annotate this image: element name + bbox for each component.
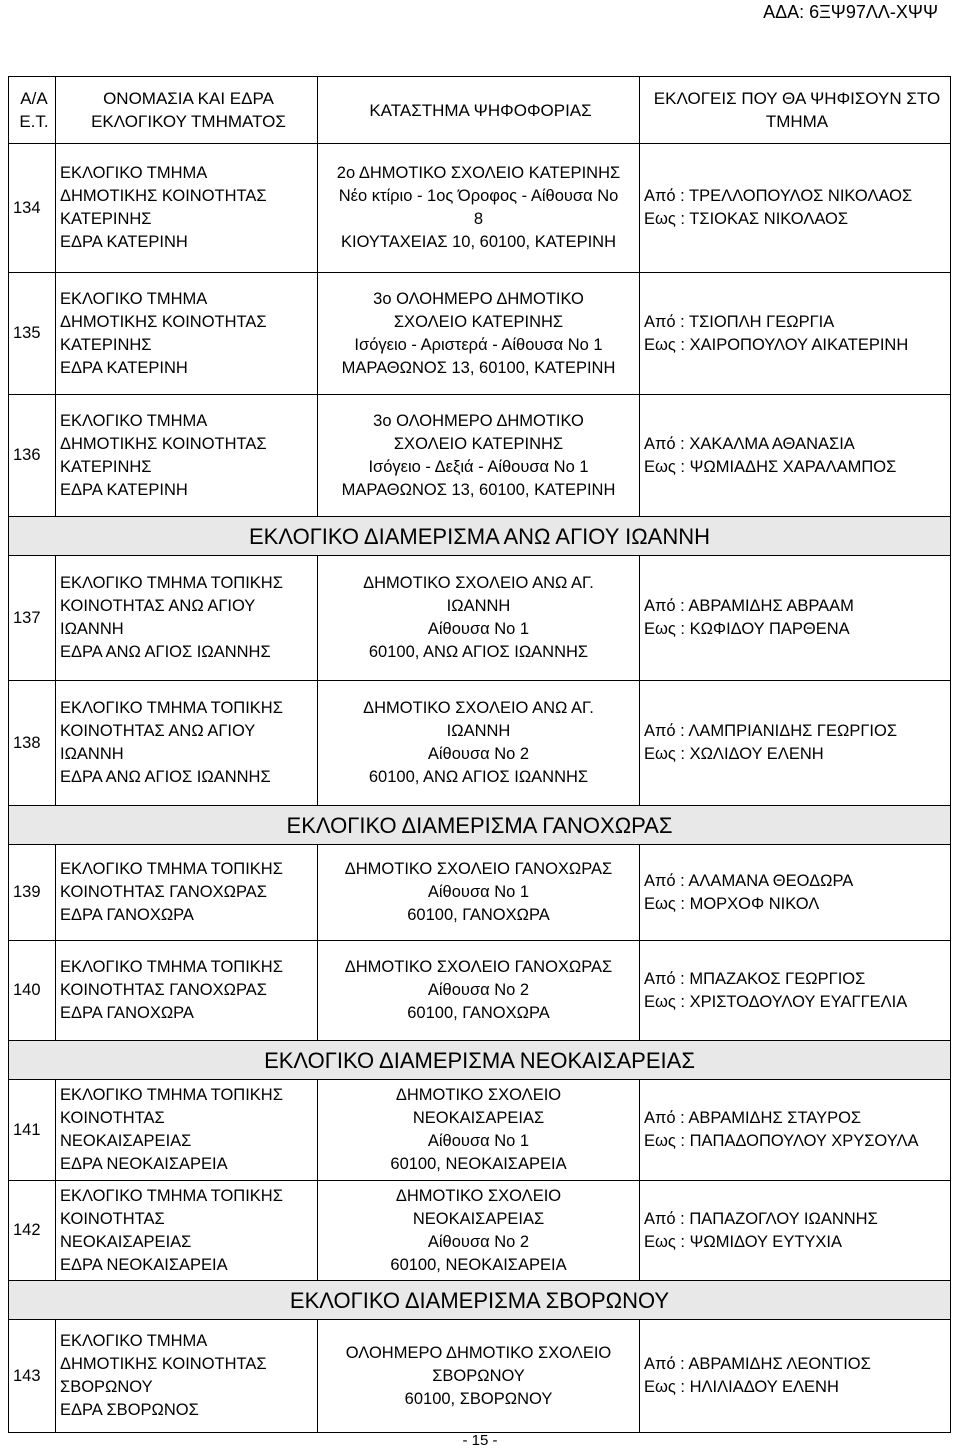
section-row xyxy=(9,1281,951,1320)
section-name-cell: ΕΚΛΟΓΙΚΟ ΤΜΗΜΑ ΤΟΠΙΚΗΣ ΚΟΙΝΟΤΗΤΑΣ ΓΑΝΟΧΩΡΑΣ ΕΔΡΑ ΓΑΝΟΧΩΡΑ xyxy=(56,845,318,941)
polling-place-cell: ΔΗΜΟΤΙΚΟ ΣΧΟΛΕΙΟ ΑΝΩ ΑΓ. ΙΩΑΝΝΗ Αίθουσα Νο 2 60100, ΑΝΩ ΑΓΙΟΣ ΙΩΑΝΝΗΣ xyxy=(318,681,640,806)
polling-place-cell: 3ο ΟΛΟΗΜΕΡΟ ΔΗΜΟΤΙΚΟ ΣΧΟΛΕΙΟ ΚΑΤΕΡΙΝΗΣ Ισόγειο - Αριστερά - Αίθουσα Νο 1 ΜΑΡΑΘΩΝΟΣ 13, 60100, ΚΑΤΕΡΙΝΗ xyxy=(318,273,640,395)
row-number: 142 xyxy=(9,1181,56,1281)
polling-place-cell: ΔΗΜΟΤΙΚΟ ΣΧΟΛΕΙΟ ΑΝΩ ΑΓ. ΙΩΑΝΝΗ Αίθουσα Νο 1 60100, ΑΝΩ ΑΓΙΟΣ ΙΩΑΝΝΗΣ xyxy=(318,556,640,681)
section-row xyxy=(9,806,951,845)
ada-reference: ΑΔΑ: 6ΞΨ97ΛΛ-ΧΨΨ xyxy=(763,2,938,22)
polling-place-cell: ΔΗΜΟΤΙΚΟ ΣΧΟΛΕΙΟ ΝΕΟΚΑΙΣΑΡΕΙΑΣ Αίθουσα Νο 1 60100, ΝΕΟΚΑΙΣΑΡΕΙΑ xyxy=(318,1080,640,1181)
row-number: 136 xyxy=(9,395,56,517)
header-place: ΚΑΤΑΣΤΗΜΑ ΨΗΦΟΦΟΡΙΑΣ xyxy=(318,77,640,144)
polling-place-cell: ΔΗΜΟΤΙΚΟ ΣΧΟΛΕΙΟ ΝΕΟΚΑΙΣΑΡΕΙΑΣ Αίθουσα Νο 2 60100, ΝΕΟΚΑΙΣΑΡΕΙΑ xyxy=(318,1181,640,1281)
table-row xyxy=(9,941,951,1041)
section-name-cell: ΕΚΛΟΓΙΚΟ ΤΜΗΜΑ ΤΟΠΙΚΗΣ ΚΟΙΝΟΤΗΤΑΣ ΑΝΩ ΑΓΙΟΥ ΙΩΑΝΝΗ ΕΔΡΑ ΑΝΩ ΑΓΙΟΣ ΙΩΑΝΝΗΣ xyxy=(56,681,318,806)
section-name-cell: ΕΚΛΟΓΙΚΟ ΤΜΗΜΑ ΔΗΜΟΤΙΚΗΣ ΚΟΙΝΟΤΗΤΑΣ ΚΑΤΕΡΙΝΗΣ ΕΔΡΑ ΚΑΤΕΡΙΝΗ xyxy=(56,273,318,395)
polling-place-cell: ΟΛΟΗΜΕΡΟ ΔΗΜΟΤΙΚΟ ΣΧΟΛΕΙΟ ΣΒΟΡΩΝΟΥ 60100, ΣΒΟΡΩΝΟΥ xyxy=(318,1320,640,1433)
header-name: ΟΝΟΜΑΣΙΑ ΚΑΙ ΕΔΡΑ ΕΚΛΟΓΙΚΟΥ ΤΜΗΜΑΤΟΣ xyxy=(56,77,318,144)
section-name-cell: ΕΚΛΟΓΙΚΟ ΤΜΗΜΑ ΔΗΜΟΤΙΚΗΣ ΚΟΙΝΟΤΗΤΑΣ ΚΑΤΕΡΙΝΗΣ ΕΔΡΑ ΚΑΤΕΡΙΝΗ xyxy=(56,395,318,517)
table-row xyxy=(9,556,951,681)
row-number: 140 xyxy=(9,941,56,1041)
section-name-cell: ΕΚΛΟΓΙΚΟ ΤΜΗΜΑ ΤΟΠΙΚΗΣ ΚΟΙΝΟΤΗΤΑΣ ΓΑΝΟΧΩΡΑΣ ΕΔΡΑ ΓΑΝΟΧΩΡΑ xyxy=(56,941,318,1041)
row-number: 141 xyxy=(9,1080,56,1181)
voters-range-cell: Από : ΛΑΜΠΡΙΑΝΙΔΗΣ ΓΕΩΡΓΙΟΣ Εως : ΧΩΛΙΔΟΥ ΕΛΕΝΗ xyxy=(640,681,951,806)
row-number: 134 xyxy=(9,144,56,273)
voters-range-cell: Από : ΑΒΡΑΜΙΔΗΣ ΛΕΟΝΤΙΟΣ Εως : ΗΛΙΛΙΑΔΟΥ ΕΛΕΝΗ xyxy=(640,1320,951,1433)
row-number: 139 xyxy=(9,845,56,941)
voters-range-cell: Από : ΤΣΙΟΠΛΗ ΓΕΩΡΓΙΑ Εως : ΧΑΙΡΟΠΟΥΛΟΥ ΑΙΚΑΤΕΡΙΝΗ xyxy=(640,273,951,395)
table-body xyxy=(9,77,951,1433)
section-title: ΕΚΛΟΓΙΚΟ ΔΙΑΜΕΡΙΣΜΑ ΓΑΝΟΧΩΡΑΣ xyxy=(9,806,951,845)
section-title: ΕΚΛΟΓΙΚΟ ΔΙΑΜΕΡΙΣΜΑ ΝΕΟΚΑΙΣΑΡΕΙΑΣ xyxy=(9,1041,951,1080)
voters-range-cell: Από : ΑΛΑΜΑΝΑ ΘΕΟΔΩΡΑ Εως : ΜΟΡΧΟΦ ΝΙΚΟΛ xyxy=(640,845,951,941)
table-row xyxy=(9,144,951,273)
table-row xyxy=(9,681,951,806)
header-voters: ΕΚΛΟΓΕΙΣ ΠΟΥ ΘΑ ΨΗΦΙΣΟΥΝ ΣΤΟ ΤΜΗΜΑ xyxy=(640,77,951,144)
polling-place-cell: ΔΗΜΟΤΙΚΟ ΣΧΟΛΕΙΟ ΓΑΝΟΧΩΡΑΣ Αίθουσα Νο 2 60100, ΓΑΝΟΧΩΡΑ xyxy=(318,941,640,1041)
section-name-cell: ΕΚΛΟΓΙΚΟ ΤΜΗΜΑ ΤΟΠΙΚΗΣ ΚΟΙΝΟΤΗΤΑΣ ΝΕΟΚΑΙΣΑΡΕΙΑΣ ΕΔΡΑ ΝΕΟΚΑΙΣΑΡΕΙΑ xyxy=(56,1181,318,1281)
row-number: 137 xyxy=(9,556,56,681)
voters-range-cell: Από : ΠΑΠΑΖΟΓΛΟΥ ΙΩΑΝΝΗΣ Εως : ΨΩΜΙΔΟΥ ΕΥΤΥΧΙΑ xyxy=(640,1181,951,1281)
table-row xyxy=(9,1320,951,1433)
table-row xyxy=(9,273,951,395)
table-row xyxy=(9,395,951,517)
polling-place-cell: ΔΗΜΟΤΙΚΟ ΣΧΟΛΕΙΟ ΓΑΝΟΧΩΡΑΣ Αίθουσα Νο 1 60100, ΓΑΝΟΧΩΡΑ xyxy=(318,845,640,941)
row-number: 135 xyxy=(9,273,56,395)
section-title: ΕΚΛΟΓΙΚΟ ΔΙΑΜΕΡΙΣΜΑ ΑΝΩ ΑΓΙΟΥ ΙΩΑΝΝΗ xyxy=(9,517,951,556)
section-name-cell: ΕΚΛΟΓΙΚΟ ΤΜΗΜΑ ΔΗΜΟΤΙΚΗΣ ΚΟΙΝΟΤΗΤΑΣ ΣΒΟΡΩΝΟΥ ΕΔΡΑ ΣΒΟΡΩΝΟΣ xyxy=(56,1320,318,1433)
table-row xyxy=(9,1181,951,1281)
section-title: ΕΚΛΟΓΙΚΟ ΔΙΑΜΕΡΙΣΜΑ ΣΒΟΡΩΝΟΥ xyxy=(9,1281,951,1320)
section-name-cell: ΕΚΛΟΓΙΚΟ ΤΜΗΜΑ ΤΟΠΙΚΗΣ ΚΟΙΝΟΤΗΤΑΣ ΑΝΩ ΑΓΙΟΥ ΙΩΑΝΝΗ ΕΔΡΑ ΑΝΩ ΑΓΙΟΣ ΙΩΑΝΝΗΣ xyxy=(56,556,318,681)
voters-range-cell: Από : ΤΡΕΛΛΟΠΟΥΛΟΣ ΝΙΚΟΛΑΟΣ Εως : ΤΣΙΟΚΑΣ ΝΙΚΟΛΑΟΣ xyxy=(640,144,951,273)
polling-stations-table xyxy=(8,76,951,1433)
voters-range-cell: Από : ΑΒΡΑΜΙΔΗΣ ΑΒΡΑΑΜ Εως : ΚΩΦΙΔΟΥ ΠΑΡΘΕΝΑ xyxy=(640,556,951,681)
voters-range-cell: Από : ΑΒΡΑΜΙΔΗΣ ΣΤΑΥΡΟΣ Εως : ΠΑΠΑΔΟΠΟΥΛΟΥ ΧΡΥΣΟΥΛΑ xyxy=(640,1080,951,1181)
section-name-cell: ΕΚΛΟΓΙΚΟ ΤΜΗΜΑ ΔΗΜΟΤΙΚΗΣ ΚΟΙΝΟΤΗΤΑΣ ΚΑΤΕΡΙΝΗΣ ΕΔΡΑ ΚΑΤΕΡΙΝΗ xyxy=(56,144,318,273)
row-number: 138 xyxy=(9,681,56,806)
section-row xyxy=(9,1041,951,1080)
section-name-cell: ΕΚΛΟΓΙΚΟ ΤΜΗΜΑ ΤΟΠΙΚΗΣ ΚΟΙΝΟΤΗΤΑΣ ΝΕΟΚΑΙΣΑΡΕΙΑΣ ΕΔΡΑ ΝΕΟΚΑΙΣΑΡΕΙΑ xyxy=(56,1080,318,1181)
table-header-row xyxy=(9,77,951,144)
header-aa: Α/Α Ε.Τ. xyxy=(9,77,56,144)
polling-place-cell: 2ο ΔΗΜΟΤΙΚΟ ΣΧΟΛΕΙΟ ΚΑΤΕΡΙΝΗΣ Νέο κτίριο - 1ος Όροφος - Αίθουσα Νο 8 ΚΙΟΥΤΑΧΕΙΑΣ 10, 60100, ΚΑΤΕΡΙΝΗ xyxy=(318,144,640,273)
page-number: - 15 - xyxy=(462,1432,498,1449)
voters-range-cell: Από : ΧΑΚΑΛΜΑ ΑΘΑΝΑΣΙΑ Εως : ΨΩΜΙΑΔΗΣ ΧΑΡΑΛΑΜΠΟΣ xyxy=(640,395,951,517)
table-row xyxy=(9,1080,951,1181)
polling-place-cell: 3ο ΟΛΟΗΜΕΡΟ ΔΗΜΟΤΙΚΟ ΣΧΟΛΕΙΟ ΚΑΤΕΡΙΝΗΣ Ισόγειο - Δεξιά - Αίθουσα Νο 1 ΜΑΡΑΘΩΝΟΣ 13, 60100, ΚΑΤΕΡΙΝΗ xyxy=(318,395,640,517)
voters-range-cell: Από : ΜΠΑΖΑΚΟΣ ΓΕΩΡΓΙΟΣ Εως : ΧΡΙΣΤΟΔΟΥΛΟΥ ΕΥΑΓΓΕΛΙΑ xyxy=(640,941,951,1041)
table-row xyxy=(9,845,951,941)
section-row xyxy=(9,517,951,556)
row-number: 143 xyxy=(9,1320,56,1433)
